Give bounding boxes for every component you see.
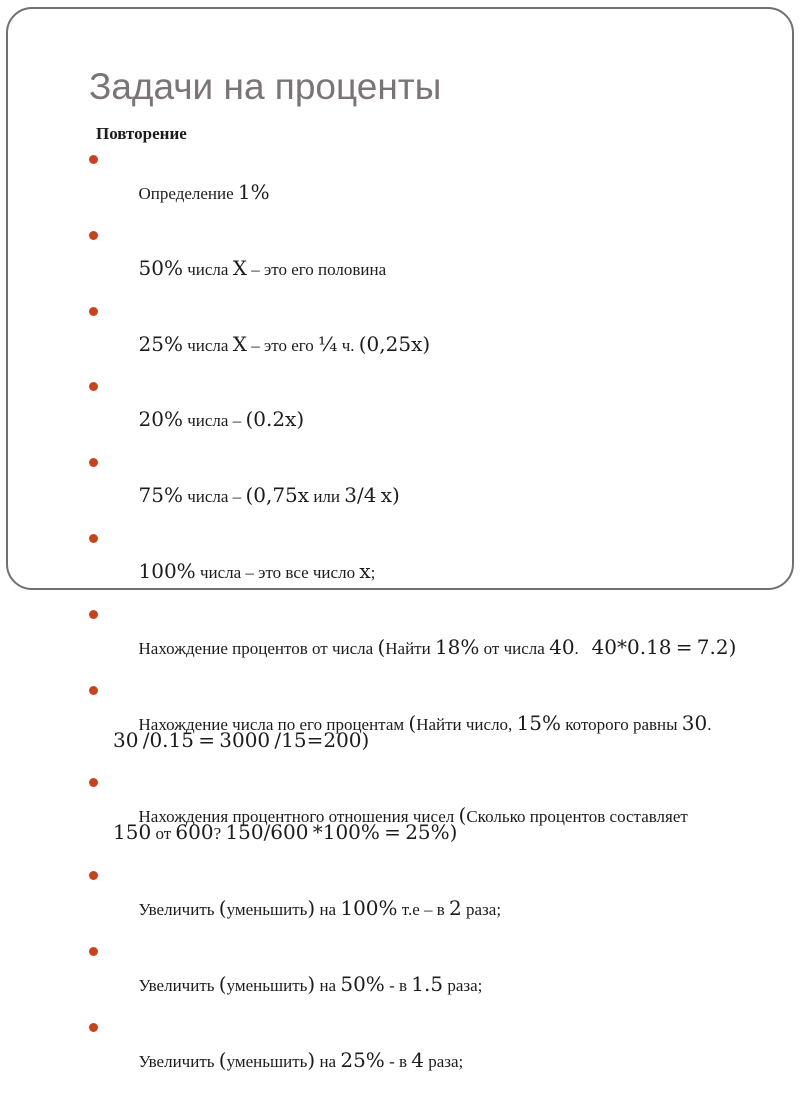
bullet-dot-icon: [89, 610, 98, 619]
bullet-dot-icon: [89, 686, 98, 695]
bullet-text: Увеличить (уменьшить) на 50% - в 1.5 раза;: [138, 971, 483, 996]
list-item: [89, 378, 779, 446]
bullet-list: [89, 151, 779, 1095]
bullet-text: Нахождения процентного отношения чисел (Сколько процентов составляет 150 от 600? 150/600 *100% = 25%): [113, 803, 688, 845]
bullet-text: Нахождение процентов от числа (Найти 18% от числа 40. 40*0.18 = 7.2): [138, 634, 737, 659]
bullet-text: 75% числа – (0,75x или 3/4 x): [138, 483, 400, 508]
bullet-dot-icon: [89, 231, 98, 240]
bullet-dot-icon: [89, 534, 98, 543]
list-item: [89, 774, 779, 859]
bullet-text: 20% числа – (0.2x): [138, 407, 305, 432]
bullet-dot-icon: [89, 458, 98, 467]
bullet-text: 25% числа X – это его ¼ ч. (0,25x): [138, 331, 431, 356]
bullet-dot-icon: [89, 947, 98, 956]
bullet-text: 100% числа – это все число x;: [138, 558, 376, 583]
bullet-text: Определение 1%: [138, 180, 270, 204]
bullet-text: Увеличить (уменьшить) на 25% - в 4 раза;: [138, 1047, 464, 1072]
list-item: [89, 606, 779, 674]
list-item: [89, 530, 779, 598]
slide-subtitle: Повторение: [96, 124, 187, 143]
bullet-text: Увеличить (уменьшить) на 100% т.е – в 2 раза;: [138, 896, 502, 921]
list-item: [89, 1019, 779, 1087]
bullet-dot-icon: [89, 778, 98, 787]
list-item: [89, 303, 779, 371]
list-item: [89, 454, 779, 522]
list-item: [89, 227, 779, 295]
list-item: [89, 151, 779, 219]
bullet-dot-icon: [89, 155, 98, 164]
bullet-dot-icon: [89, 382, 98, 391]
bullet-text: Нахождение числа по его процентам (Найти число, 15% которого равны 30. 30 /0.15 = 3000 /15=200): [113, 710, 712, 752]
list-item: [89, 682, 779, 767]
list-item: [89, 867, 779, 935]
bullet-text: 50% числа X – это его половина: [138, 255, 387, 280]
bullet-dot-icon: [89, 871, 98, 880]
bullet-dot-icon: [89, 307, 98, 316]
list-item: [89, 943, 779, 1011]
slide-title: Задачи на проценты: [89, 66, 442, 107]
bullet-dot-icon: [89, 1023, 98, 1032]
